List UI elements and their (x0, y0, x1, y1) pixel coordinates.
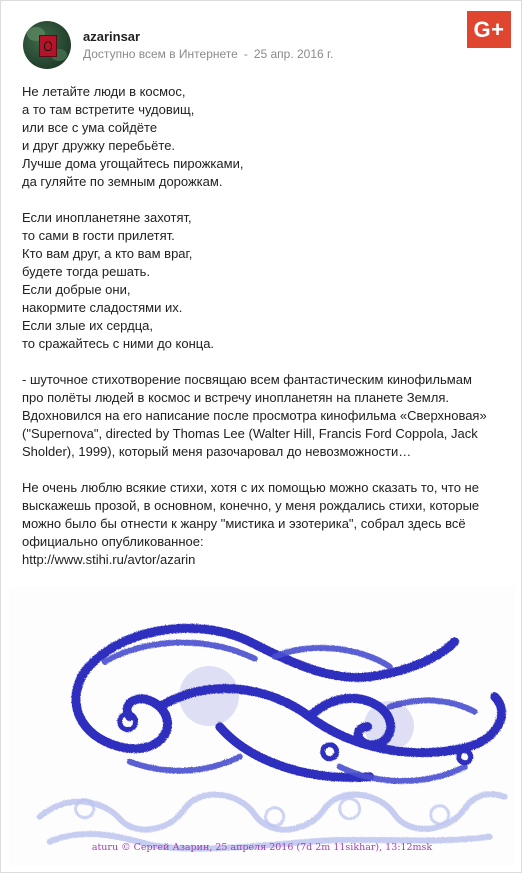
text-line: и друг дружку перебьёте. (22, 138, 176, 153)
text-line: Лучше дома угощайтесь пирожками, (22, 156, 244, 171)
text-line: официально опубликованное: (22, 534, 204, 549)
paragraph-3 (22, 371, 502, 461)
post-meta (83, 47, 333, 61)
text-line: или все с ума сойдёте (22, 120, 158, 135)
text-line: то сражайтесь с ними до конца. (22, 336, 215, 351)
post-image[interactable] (9, 586, 515, 866)
paragraph-4 (22, 479, 502, 569)
text-line: Не очень люблю всякие стихи, хотя с их помощью можно сказать то, что не (22, 480, 479, 495)
text-line: можно было бы отнести к жанру "мистика и эзотерика", собрал здесь всё (22, 516, 466, 531)
post-date[interactable]: 25 апр. 2016 г. (253, 47, 334, 61)
text-line: будете тогда решать. (22, 264, 151, 279)
text-line: Если добрые они, (22, 282, 131, 297)
text-line: а то там встретите чудовищ, (22, 102, 195, 117)
google-plus-icon: G+ (473, 16, 505, 42)
text-line: Если злые их сердца, (22, 318, 153, 333)
text-line: про полёты людей в космос и встречу инопланетян на планете Земля. (22, 390, 449, 405)
external-link[interactable]: http://www.stihi.ru/avtor/azarin (22, 552, 196, 567)
text-line: ("Supernova", directed by Thomas Lee (Walter Hill, Francis Ford Coppola, Jack (22, 426, 478, 441)
text-line: Если инопланетяне захотят, (22, 210, 192, 225)
text-line: выскажешь прозой, в основном, конечно, у меня рождались стихи, которые (22, 498, 480, 513)
paragraph-2 (22, 209, 502, 353)
text-line: Не летайте люди в космос, (22, 84, 186, 99)
google-plus-share-button[interactable] (467, 11, 511, 48)
text-line: то сами в гости прилетят. (22, 228, 175, 243)
paragraph-1 (22, 83, 502, 191)
meta-separator: - (243, 47, 248, 61)
text-line: да гуляйте по земным дорожкам. (22, 174, 223, 189)
visibility-label: Доступно всем в Интернете (83, 47, 238, 61)
text-line: накормите сладостями их. (22, 300, 183, 315)
post-body (22, 83, 502, 569)
text-line: Кто вам друг, а кто вам враг, (22, 246, 193, 261)
text-line: Sholder), 1999), который меня разочаровал до невозможности… (22, 444, 412, 459)
author-name[interactable]: azarinsar (83, 29, 141, 44)
ornament-artwork (9, 586, 515, 866)
text-line: Вдохновился на его написание после просмотра кинофильма «Сверхновая» (22, 408, 487, 423)
avatar[interactable] (23, 21, 71, 69)
image-caption: aturu © Сергей Азарин, 25 апреля 2016 (7d 2m 11sikhar), 13:12msk (91, 842, 433, 853)
text-line: - шуточное стихотворение посвящаю всем фантастическим кинофильмам (22, 372, 472, 387)
